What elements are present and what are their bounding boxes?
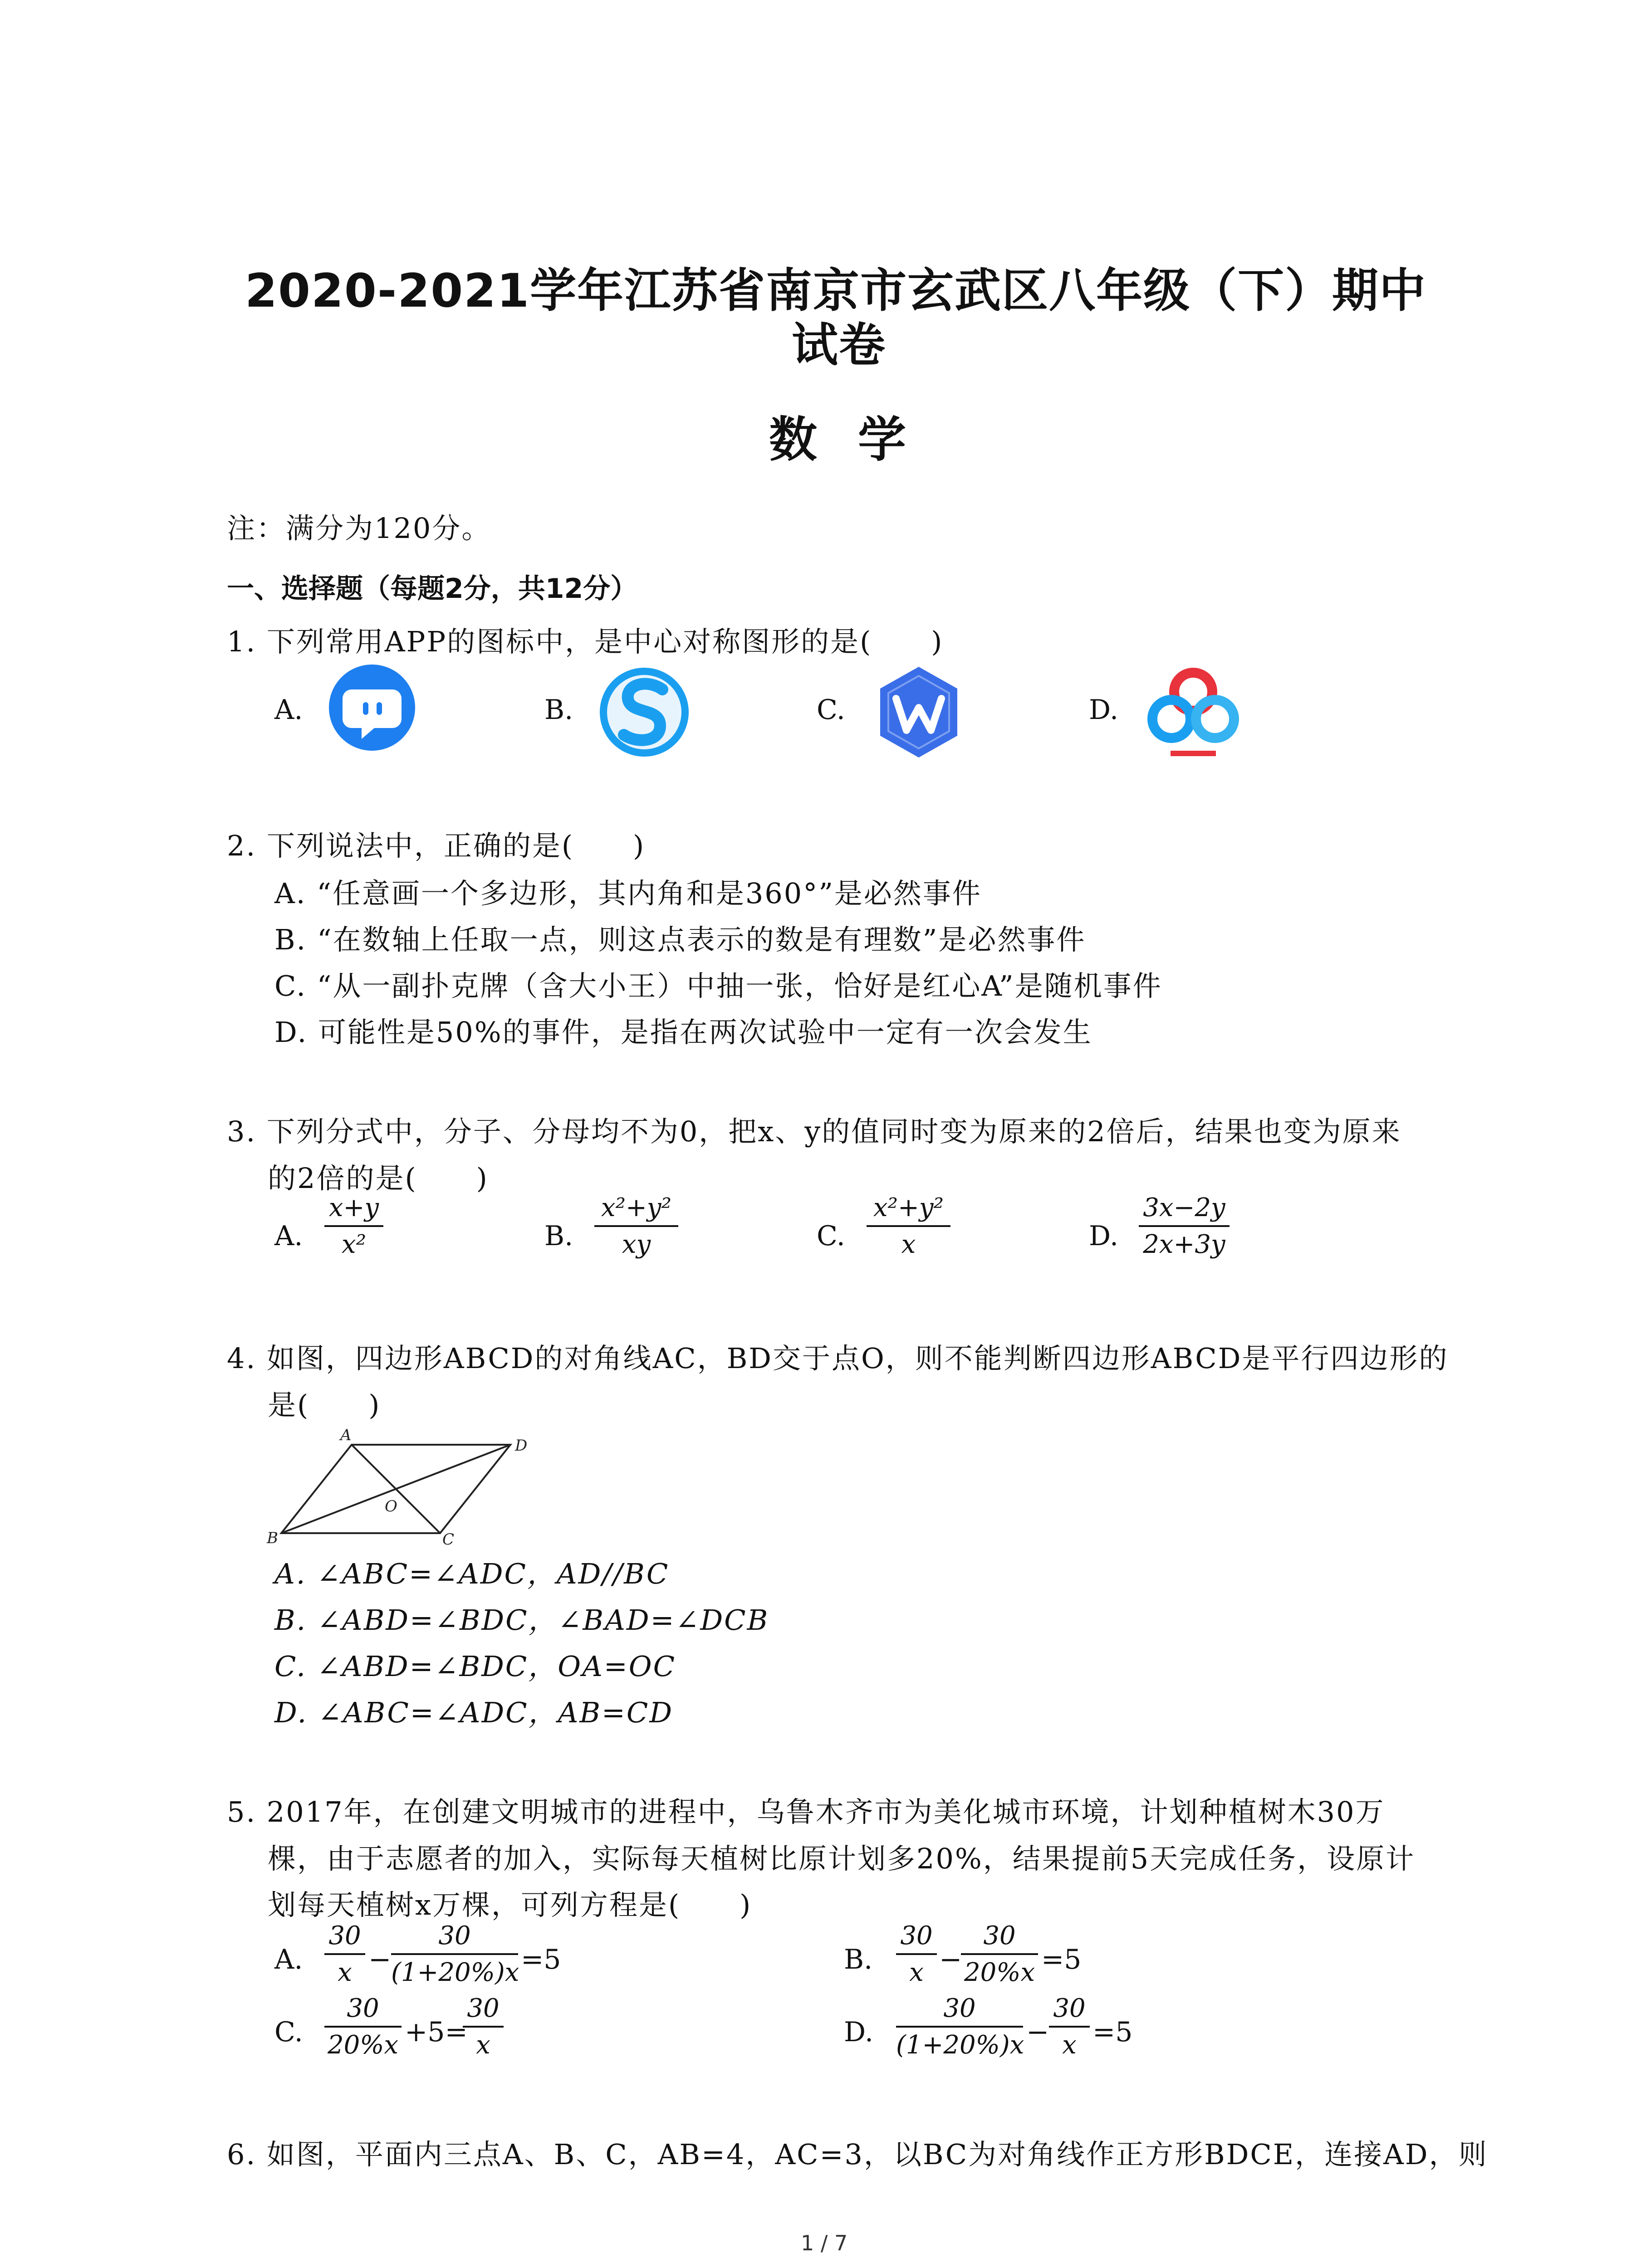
fraction-bar: [961, 1953, 1038, 1955]
fraction-numerator: 30: [328, 1921, 361, 1950]
figure-label-b: B: [267, 1529, 278, 1547]
fraction-numerator: 30: [1053, 1994, 1086, 2023]
fraction-bar: [594, 1225, 678, 1227]
fraction-numerator: 3x−2y: [1143, 1193, 1225, 1222]
fraction-numerator: x+y: [328, 1193, 379, 1222]
score-note: 注：满分为120分。: [227, 512, 491, 545]
fraction-denominator: x²: [341, 1230, 367, 1259]
fraction-numerator: 30: [467, 1994, 500, 2023]
fraction-denominator: x: [1062, 2030, 1077, 2060]
chat-app-icon: [327, 662, 417, 762]
fraction-denominator: x: [909, 1958, 924, 1987]
fraction-denominator: 20%x: [327, 2030, 399, 2060]
q2-option-c: C. “从一副扑克牌（含大小王）中抽一张，恰好是红心A”是随机事件: [274, 969, 1162, 1002]
wps-app-icon: [871, 662, 966, 762]
q2-option-b: B. “在数轴上任取一点，则这点表示的数是有理数”是必然事件: [274, 923, 1086, 956]
fraction-denominator: 20%x: [964, 1958, 1035, 1987]
fraction-bar: [1139, 1225, 1230, 1227]
question-5-stem-line2: 棵，由于志愿者的加入，实际每天植树比原计划多20%，结果提前5天完成任务，设原计: [268, 1842, 1416, 1875]
fraction-bar: [896, 2026, 1023, 2028]
fraction-bar: [324, 2026, 402, 2028]
parallelogram-figure: [263, 1424, 544, 1547]
fraction-numerator: 30: [438, 1921, 471, 1950]
q5-d-operator: −: [1026, 2016, 1049, 2048]
q1-option-c-label: C.: [817, 694, 845, 726]
fraction-denominator: xy: [622, 1230, 651, 1259]
figure-label-a: A: [340, 1426, 352, 1444]
fraction-bar: [324, 1225, 383, 1227]
q1-option-a-label: A.: [274, 694, 303, 726]
fraction-bar: [391, 1953, 518, 1955]
fraction-denominator: x: [476, 2030, 490, 2060]
q5-option-a-label: A.: [274, 1944, 303, 1975]
fraction-denominator: x: [338, 1958, 352, 1987]
q4-option-c: C. ∠ABD=∠BDC，OA=OC: [274, 1650, 676, 1683]
fraction-numerator: 30: [347, 1994, 379, 2023]
q3-option-d-fraction: [1139, 1193, 1230, 1259]
question-6-stem-line1: 6. 如图，平面内三点A、B、C，AB=4，AC=3，以BC为对角线作正方形BDCE，连接AD，则: [227, 2138, 1488, 2171]
fraction-bar: [1049, 2026, 1090, 2028]
q3-option-b-label: B.: [544, 1220, 573, 1252]
question-3-stem-line2: 的2倍的是( ): [268, 1162, 489, 1195]
q3-option-a-label: A.: [274, 1220, 303, 1252]
fraction-denominator: 2x+3y: [1143, 1230, 1225, 1259]
q4-option-b: B. ∠ABD=∠BDC，∠BAD=∠DCB: [274, 1603, 769, 1637]
question-4-stem-line2: 是( ): [268, 1388, 381, 1422]
q1-option-d-label: D.: [1089, 694, 1119, 726]
q5-a-fraction-2: [391, 1921, 518, 1987]
q3-option-d-label: D.: [1089, 1220, 1119, 1252]
question-4-stem-line1: 4. 如图，四边形ABCD的对角线AC，BD交于点O，则不能判断四边形ABCD是平行四边形的: [227, 1342, 1449, 1375]
q1-option-b-label: B.: [544, 694, 573, 726]
fraction-numerator: 30: [983, 1921, 1016, 1950]
q5-b-fraction-2: [961, 1921, 1038, 1987]
q5-b-tail: =5: [1041, 1944, 1082, 1975]
q5-b-operator: −: [939, 1944, 962, 1975]
fraction-bar: [324, 1953, 365, 1955]
subject-title: 数学: [769, 412, 947, 468]
fraction-numerator: x²+y²: [873, 1193, 944, 1222]
q5-option-c-label: C.: [274, 2016, 303, 2048]
q5-a-operator: −: [368, 1944, 392, 1975]
q3-option-c-label: C.: [817, 1220, 845, 1252]
fraction-denominator: (1+20%)x: [896, 2030, 1024, 2060]
fraction-denominator: x: [901, 1230, 916, 1259]
sogou-app-icon: [597, 662, 692, 762]
q5-d-tail: =5: [1092, 2016, 1133, 2048]
q4-option-a: A. ∠ABC=∠ADC，AD//BC: [274, 1557, 670, 1590]
question-3-stem-line1: 3. 下列分式中，分子、分母均不为0，把x、y的值同时变为原来的2倍后，结果也变为原来: [227, 1115, 1401, 1148]
fraction-numerator: x²+y²: [601, 1193, 672, 1222]
q3-option-a-fraction: [324, 1193, 383, 1259]
q3-option-b-fraction: [594, 1193, 678, 1259]
q2-option-a: A. “任意画一个多边形，其内角和是360°”是必然事件: [274, 877, 982, 910]
q5-a-tail: =5: [521, 1944, 561, 1975]
q5-option-d-label: D.: [844, 2016, 874, 2048]
question-5-stem-line3: 划每天植树x万棵，可列方程是( ): [268, 1888, 752, 1921]
q3-option-c-fraction: [867, 1193, 950, 1259]
page-title-line1: 2020-2021学年江苏省南京市玄武区八年级（下）期中: [245, 264, 1427, 318]
page-title-line2: 试卷: [792, 318, 886, 372]
q5-c-fraction-1: [324, 1994, 402, 2060]
figure-label-c: C: [442, 1530, 455, 1547]
figure-label-d: D: [515, 1437, 528, 1455]
section-heading: 一、选择题（每题2分，共12分）: [227, 573, 638, 605]
q2-option-d: D. 可能性是50%的事件，是指在两次试验中一定有一次会发生: [274, 1016, 1092, 1049]
q5-c-fraction-2: [463, 1994, 504, 2060]
fraction-numerator: 30: [900, 1921, 933, 1950]
fraction-denominator: (1+20%)x: [391, 1958, 519, 1987]
cloud-app-icon: [1139, 660, 1248, 769]
q5-c-operator: +5=: [405, 2016, 468, 2048]
q5-d-fraction-1: [896, 1994, 1023, 2060]
q5-d-fraction-2: [1049, 1994, 1090, 2060]
figure-label-o: O: [385, 1497, 397, 1515]
fraction-bar: [896, 1953, 937, 1955]
q5-a-fraction-1: [324, 1921, 365, 1987]
fraction-numerator: 30: [943, 1994, 976, 2023]
question-2-stem: 2. 下列说法中，正确的是( ): [227, 829, 646, 862]
q5-b-fraction-1: [896, 1921, 937, 1987]
q4-option-d: D. ∠ABC=∠ADC，AB=CD: [274, 1696, 674, 1729]
fraction-bar: [867, 1225, 950, 1227]
question-5-stem-line1: 5. 2017年，在创建文明城市的进程中，乌鲁木齐市为美化城市环境，计划种植树木30万: [227, 1795, 1385, 1828]
q5-option-b-label: B.: [844, 1944, 873, 1975]
fraction-bar: [463, 2026, 504, 2028]
page-number: 1 / 7: [801, 2231, 848, 2255]
question-1-stem: 1. 下列常用APP的图标中，是中心对称图形的是( ): [227, 625, 944, 658]
